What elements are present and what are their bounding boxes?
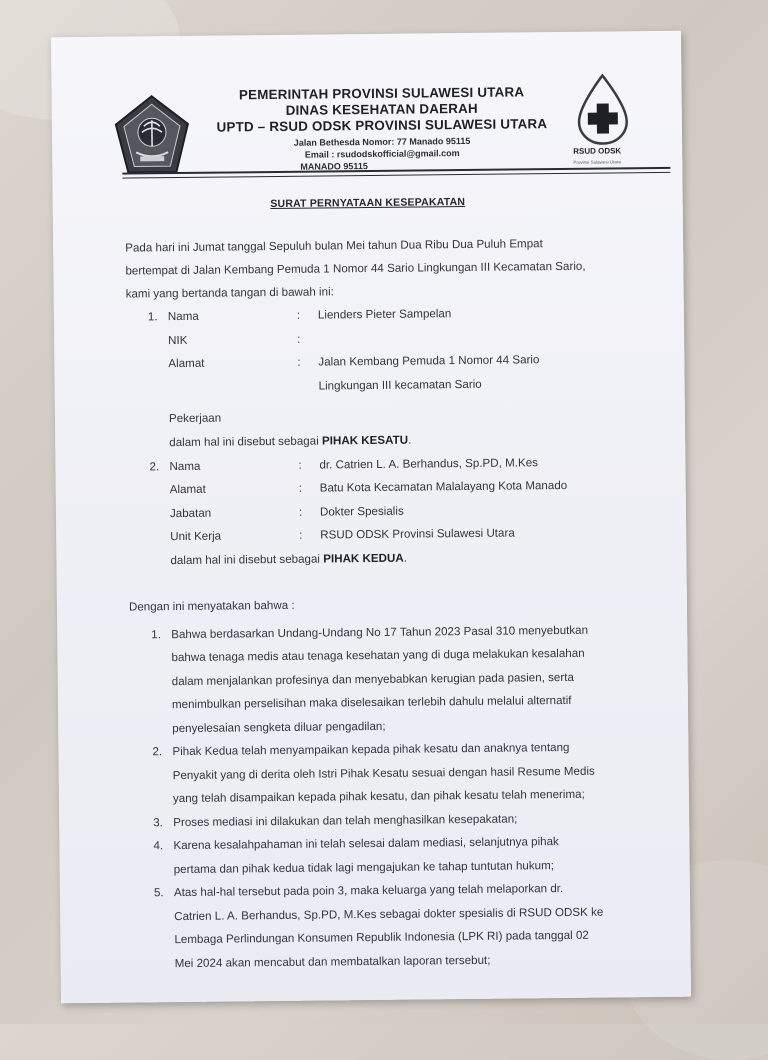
statement-line: Karena kesalahpahaman ini telah selesai dalam mediasi, selanjutnya pihak xyxy=(173,835,559,853)
document-title: SURAT PERNYATAAN KESEPAKATAN xyxy=(270,195,466,211)
hospital-email: Email : rsudodskofficial@gmail.com xyxy=(304,148,460,160)
letterhead-text xyxy=(211,84,552,174)
field-colon: : xyxy=(298,481,302,495)
party-one-row xyxy=(127,371,627,400)
statement-number: 3. xyxy=(153,815,163,829)
designation-bold: PIHAK KEDUA xyxy=(323,551,404,566)
statement-line: Lembaga Perlindungan Konsumen Republik Indonesia (LPK RI) pada tanggal 02 xyxy=(174,928,589,947)
field-value: RSUD ODSK Provinsi Sulawesi Utara xyxy=(320,526,515,542)
field-colon: : xyxy=(297,332,301,346)
field-colon: : xyxy=(297,355,301,369)
statement-line: Catrien L. A. Berhandus, Sp.PD, M.Kes sebagai dokter spesialis di RSUD ODSK ke xyxy=(174,905,604,923)
statement-item xyxy=(130,735,631,811)
statement-line: menimbulkan perselisihan maka diselesaikan terlebih dahulu melalui alternatif xyxy=(171,693,572,712)
department-name: DINAS KESEHATAN DAERAH xyxy=(285,100,478,118)
party-number: 1. xyxy=(147,310,158,324)
hospital-logo-subtitle: Provinsi Sulawesi Utara xyxy=(573,159,621,165)
document-body xyxy=(125,231,633,975)
statement-intro: Dengan ini menyatakan bahwa : xyxy=(128,598,295,614)
statement-number: 2. xyxy=(152,745,163,759)
field-label: Alamat xyxy=(169,482,206,497)
statement-item xyxy=(131,829,631,881)
statement-line: yang telah disampaikan kepada pihak kesatu, dan pihak kesatu telah menerima; xyxy=(172,787,585,806)
statement-line: Bahwa berdasarkan Undang-Undang No 17 Tahun 2023 Pasal 310 menyebutkan xyxy=(171,623,589,641)
field-value-continued: Lingkungan III kecamatan Sario xyxy=(318,377,482,393)
statement-line: bahwa tenaga medis atau tenaga kesehatan yang di duga melakukan kesalahan xyxy=(171,646,585,665)
intro-line: bertempat di Jalan Kembang Pemuda 1 Nomor 44 Sario Lingkungan III Kecamatan Sario, xyxy=(125,259,586,278)
field-colon: : xyxy=(299,528,303,542)
party-number: 2. xyxy=(149,459,160,473)
statement-item xyxy=(132,876,633,975)
field-value: Dokter Spesialis xyxy=(319,504,404,519)
designation-suffix: . xyxy=(407,433,412,447)
statement-item xyxy=(129,618,630,741)
hospital-logo-label: RSUD ODSK xyxy=(573,146,622,156)
intro-line: kami yang bertanda tangan di bawah ini: xyxy=(125,285,334,301)
hospital-name: UPTD – RSUD ODSK PROVINSI SULAWESI UTARA xyxy=(216,116,548,135)
letterhead xyxy=(51,31,683,188)
field-label: Nama xyxy=(169,459,201,473)
field-value: Batu Kota Kecamatan Malalayang Kota Manado xyxy=(319,478,568,495)
party-one-block xyxy=(126,300,628,455)
statement-number: 1. xyxy=(151,627,161,641)
hospital-logo-icon xyxy=(569,73,636,170)
designation-text: dalam hal ini disebut sebagai xyxy=(169,434,323,449)
field-label: Jabatan xyxy=(169,506,212,520)
field-label: Pekerjaan xyxy=(168,411,222,426)
statement-line: Proses mediasi ini dilakukan dan telah menghasilkan kesepakatan; xyxy=(173,811,518,829)
statement-line: dalam menjalankan profesinya dan menyebabkan kerugian pada pasien, serta xyxy=(171,670,574,688)
field-colon: : xyxy=(298,505,303,519)
designation-text: dalam hal ini disebut sebagai xyxy=(170,552,324,567)
field-label: Nama xyxy=(167,309,199,324)
party-two-block xyxy=(127,450,628,573)
statement-number: 5. xyxy=(153,886,164,900)
hospital-address: Jalan Bethesda Nomor: 77 Manado 95115 xyxy=(293,135,471,148)
field-value: Lienders Pieter Sampelan xyxy=(317,307,452,322)
field-colon: : xyxy=(298,458,302,472)
statement-line: Atas hal-hal tersebut pada poin 3, maka keluarga yang telah melaporkan dr. xyxy=(173,882,564,900)
field-value: dr. Catrien L. A. Berhandus, Sp.PD, M.Kes xyxy=(319,455,538,472)
statement-line: pertama dan pihak kedua tidak lagi mengajukan ke tahap tuntutan hukum; xyxy=(173,858,555,876)
intro-line: Pada hari ini Jumat tanggal Sepuluh bulan Mei tahun Dua Ribu Dua Puluh Empat xyxy=(125,237,543,255)
field-label: Alamat xyxy=(168,356,205,371)
field-label: Unit Kerja xyxy=(170,529,222,544)
statement-line: Pihak Kedua telah menyampaikan kepada pihak kesatu dan anaknya tentang xyxy=(172,740,570,759)
hospital-city: MANADO 95115 xyxy=(300,161,368,172)
field-colon: : xyxy=(296,308,301,322)
government-name: PEMERINTAH PROVINSI SULAWESI UTARA xyxy=(238,84,525,103)
statement-line: Penyakit yang di derita oleh Istri Pihak Kesatu sesuai dengan hasil Resume Medis xyxy=(172,764,595,782)
statement-number: 4. xyxy=(153,839,164,853)
field-label: NIK xyxy=(168,333,188,347)
statement-line: penyelesaian sengketa diluar pengadilan; xyxy=(172,719,386,735)
document-page xyxy=(51,31,691,1004)
designation-bold: PIHAK KESATU xyxy=(321,433,409,448)
statement-line: Mei 2024 akan mencabut dan membatalkan laporan tersebut; xyxy=(174,953,491,970)
field-value: Jalan Kembang Pemuda 1 Nomor 44 Sario xyxy=(318,353,540,369)
statement-list xyxy=(129,618,633,976)
designation-suffix: . xyxy=(403,551,408,565)
provincial-emblem-icon xyxy=(114,94,191,177)
